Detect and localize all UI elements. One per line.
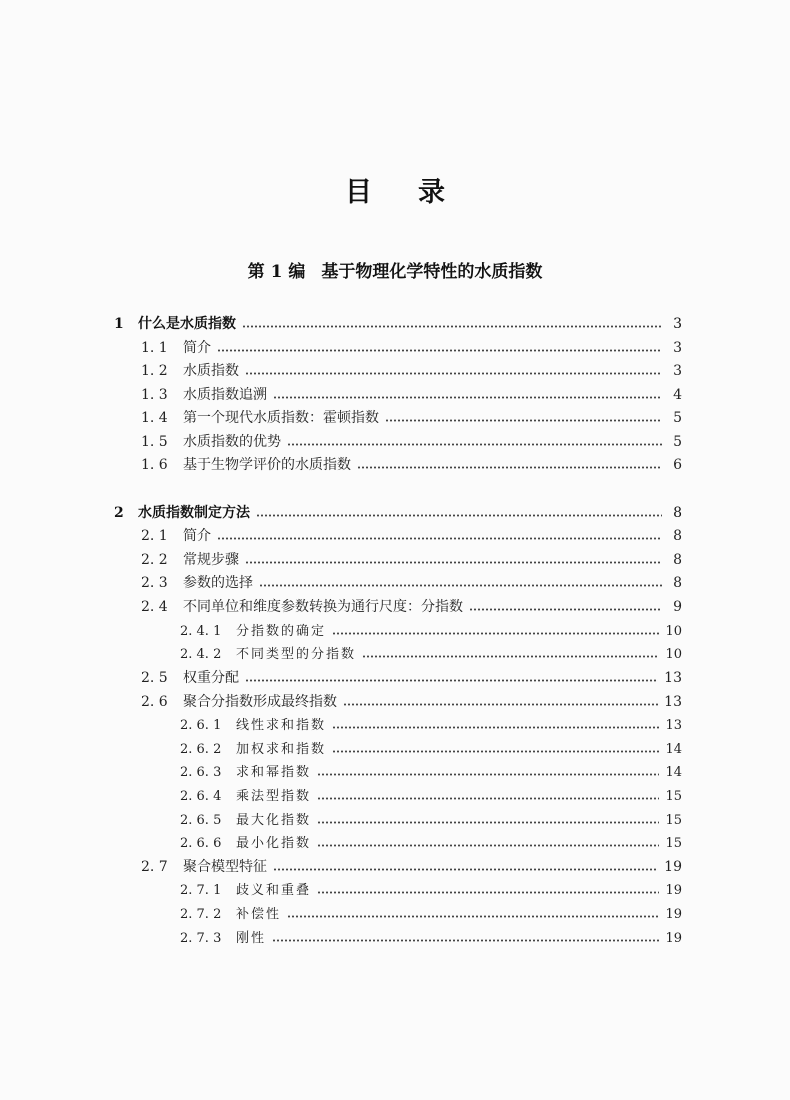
entry-label: 水质指数制定方法 [138,505,250,521]
toc-section-entry[interactable] [141,454,682,477]
entry-page-number: 6 [673,457,682,473]
dot-leader [272,939,659,942]
entry-label: 线性求和指数 [236,718,327,733]
entry-number: 2. 6. 1 [180,718,222,733]
entry-label: 乘法型指数 [236,789,312,804]
entry-number: 2. 6. 3 [180,765,222,780]
dot-leader [343,703,658,706]
entry-number: 1. 3 [141,387,168,403]
entry-page-number: 5 [673,410,682,426]
toc-section-entry[interactable] [141,407,682,430]
entry-number: 2 [114,505,124,521]
entry-page-number: 13 [664,694,682,710]
entry-page-number: 9 [673,599,682,615]
dot-leader [317,797,659,800]
entry-number: 2. 7. 2 [180,907,222,922]
dot-leader [259,584,662,587]
entry-page-number: 10 [665,624,682,639]
entry-number: 2. 6. 6 [180,836,222,851]
dot-leader [287,443,662,446]
entry-page-number: 14 [665,765,682,780]
entry-label: 聚合分指数形成最终指数 [183,694,337,710]
dot-leader [273,396,662,399]
page-title: 目录 [345,177,491,208]
dot-leader [317,844,659,847]
entry-number: 2. 4. 2 [180,647,222,662]
part-title: 基于物理化学特性的水质指数 [321,262,543,282]
dot-leader [357,466,662,469]
toc-section-entry[interactable] [141,856,682,879]
entry-page-number: 8 [673,575,682,591]
dot-leader [332,632,659,635]
toc-subsection-entry[interactable] [180,620,682,643]
entry-page-number: 15 [665,789,682,804]
dot-leader [287,915,659,918]
toc-subsection-entry[interactable] [180,832,682,855]
entry-page-number: 3 [673,316,682,332]
dot-leader [385,419,662,422]
entry-label: 水质指数 [183,363,239,379]
entry-label: 参数的选择 [183,575,253,591]
dot-leader [332,726,659,729]
entry-number: 2. 7. 1 [180,883,222,898]
toc-subsection-entry[interactable] [180,879,682,902]
dot-leader [217,537,662,540]
dot-leader [245,679,658,682]
dot-leader [242,325,662,328]
dot-leader [273,868,658,871]
entry-number: 2. 4 [141,599,168,615]
entry-page-number: 10 [665,647,682,662]
entry-page-number: 19 [664,859,682,875]
dot-leader [332,750,659,753]
entry-label: 水质指数追溯 [183,387,267,403]
entry-label: 简介 [183,340,211,356]
entry-page-number: 14 [665,742,682,757]
dot-leader [469,608,662,611]
entry-number: 2. 7. 3 [180,931,222,946]
entry-label: 不同单位和维度参数转换为通行尺度：分指数 [183,599,463,615]
toc-section-entry[interactable] [141,691,682,714]
entry-label: 聚合模型特征 [183,859,267,875]
entry-page-number: 8 [673,505,682,521]
part-number: 第 1 编 [247,262,306,282]
entry-page-number: 13 [665,718,682,733]
entry-number: 2. 6 [141,694,168,710]
entry-page-number: 15 [665,813,682,828]
entry-page-number: 15 [665,836,682,851]
entry-number: 2. 6. 2 [180,742,222,757]
entry-page-number: 3 [673,363,682,379]
toc-section-entry[interactable] [141,596,682,619]
entry-number: 2. 6. 4 [180,789,222,804]
toc-section-entry[interactable] [141,667,682,690]
part-heading [0,257,790,282]
entry-label: 常规步骤 [183,552,239,568]
entry-number: 2. 3 [141,575,168,591]
entry-label: 最小化指数 [236,836,312,851]
toc-subsection-entry[interactable] [180,903,682,926]
entry-label: 基于生物学评价的水质指数 [183,457,351,473]
entry-label: 求和幂指数 [236,765,312,780]
entry-label: 水质指数的优势 [183,434,281,450]
entry-label: 简介 [183,528,211,544]
entry-label: 歧义和重叠 [236,883,312,898]
toc-section-entry[interactable] [141,431,682,454]
entry-label: 权重分配 [183,670,239,686]
entry-label: 不同类型的分指数 [236,647,357,662]
entry-label: 加权求和指数 [236,742,327,757]
toc-section-entry[interactable] [141,572,682,595]
toc-chapter-entry[interactable] [114,502,682,525]
entry-label: 第一个现代水质指数：霍顿指数 [183,410,379,426]
dot-leader [256,514,662,517]
entry-number: 2. 4. 1 [180,624,222,639]
dot-leader [217,349,662,352]
entry-page-number: 4 [673,387,682,403]
entry-page-number: 8 [673,552,682,568]
toc-subsection-entry[interactable] [180,927,682,950]
dot-leader [245,372,662,375]
toc-section-entry[interactable] [141,384,682,407]
toc-subsection-entry[interactable] [180,761,682,784]
entry-number: 1. 4 [141,410,168,426]
toc-subsection-entry[interactable] [180,785,682,808]
toc-subsection-entry[interactable] [180,714,682,737]
toc-subsection-entry[interactable] [180,738,682,761]
entry-page-number: 13 [664,670,682,686]
entry-label: 刚性 [236,931,267,946]
entry-number: 2. 6. 5 [180,813,222,828]
entry-page-number: 3 [673,340,682,356]
entry-page-number: 19 [665,907,682,922]
entry-label: 最大化指数 [236,813,312,828]
toc-section-entry[interactable] [141,360,682,383]
entry-number: 2. 2 [141,552,168,568]
entry-number: 1 [114,316,124,332]
entry-label: 分指数的确定 [236,624,327,639]
entry-label: 什么是水质指数 [138,316,236,332]
toc-section-entry[interactable] [141,549,682,572]
entry-page-number: 8 [673,528,682,544]
entry-number: 2. 1 [141,528,168,544]
entry-number: 1. 2 [141,363,168,379]
entry-number: 2. 7 [141,859,168,875]
entry-label: 补偿性 [236,907,282,922]
toc-subsection-entry[interactable] [180,643,682,666]
dot-leader [317,891,659,894]
dot-leader [362,655,659,658]
entry-number: 1. 1 [141,340,168,356]
toc-section-entry[interactable] [141,525,682,548]
toc-subsection-entry[interactable] [180,809,682,832]
entry-number: 1. 6 [141,457,168,473]
entry-page-number: 19 [665,883,682,898]
entry-number: 2. 5 [141,670,168,686]
entry-page-number: 19 [665,931,682,946]
dot-leader [317,821,659,824]
entry-page-number: 5 [673,434,682,450]
dot-leader [317,773,659,776]
toc-chapter-entry[interactable] [114,313,682,336]
entry-number: 1. 5 [141,434,168,450]
toc-section-entry[interactable] [141,337,682,360]
dot-leader [245,561,662,564]
